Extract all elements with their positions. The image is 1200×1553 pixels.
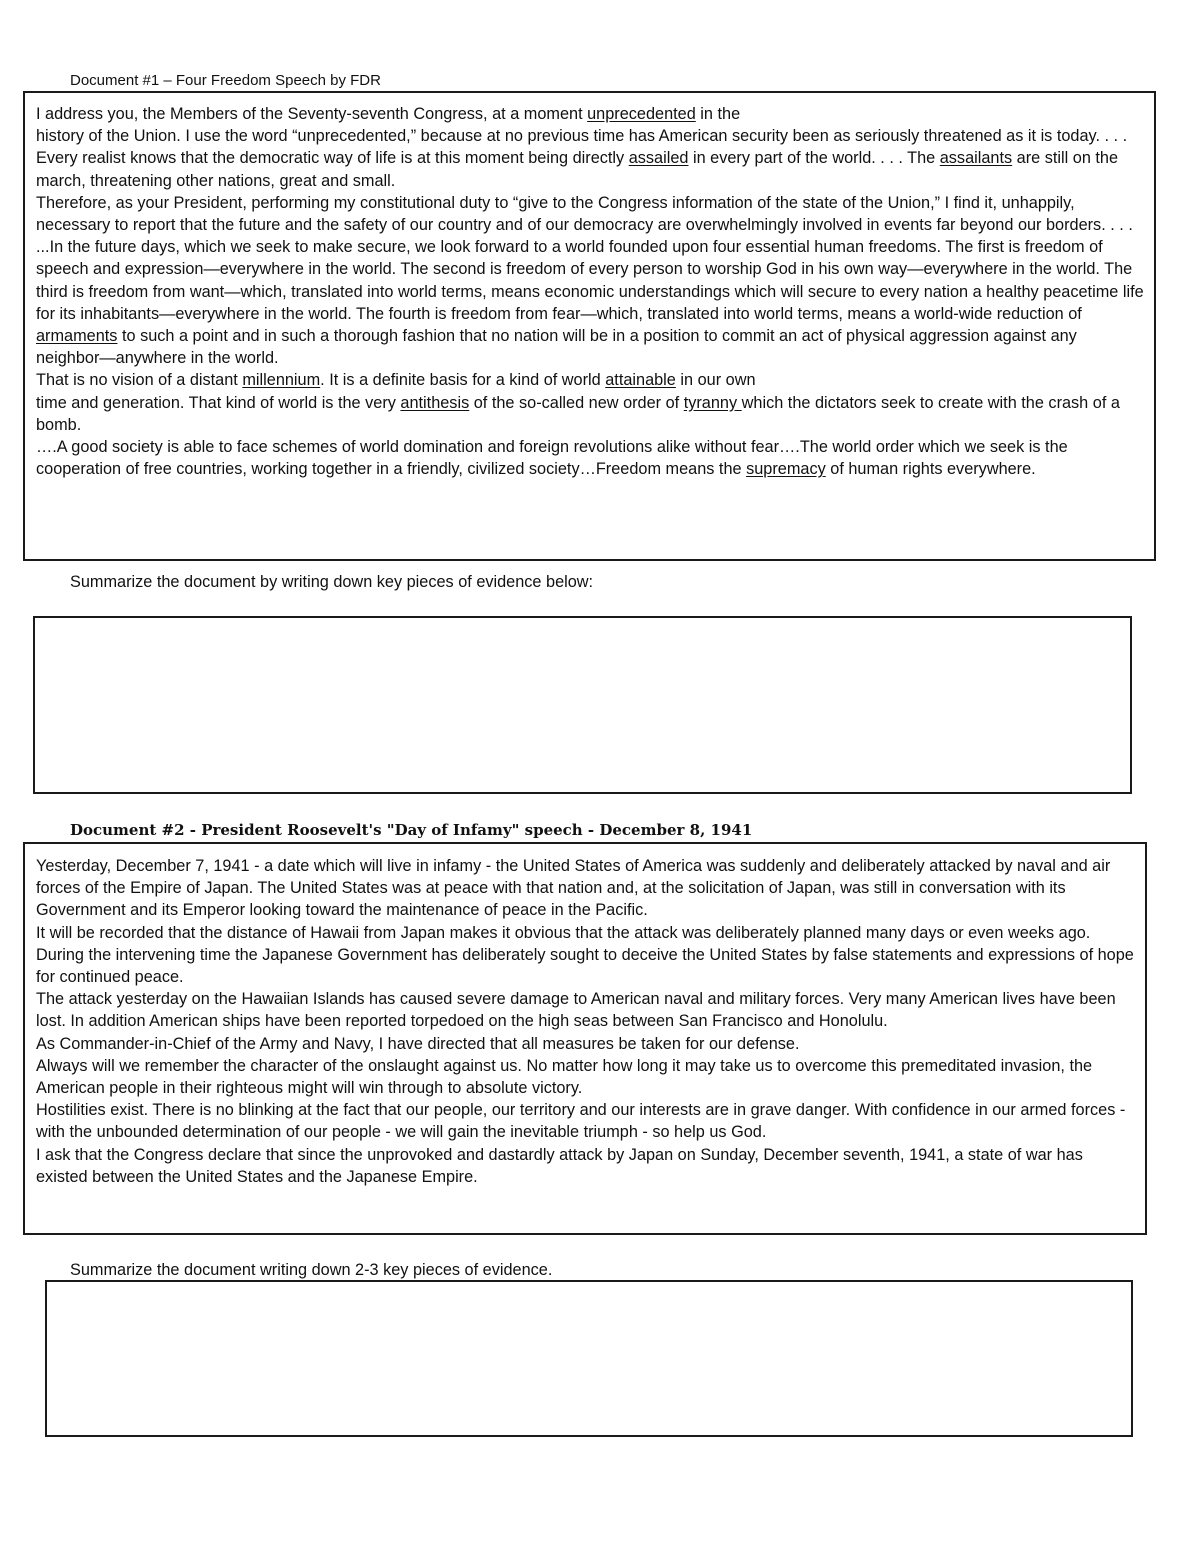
underlined-term: millennium [242,371,321,390]
text-run: in our own [675,371,756,390]
doc2-paragraph [36,1099,1135,1143]
doc2-summary-prompt: Summarize the document writing down 2-3 key pieces of evidence. [70,1261,553,1279]
text-run: history of the Union. I use the word “unprecedented,” because at no previous time has American security been as seriously threatened as it is today. . . . [36,127,1128,146]
text-run: I ask that the Congress declare that since the unprovoked and dastardly attack by Japan on Sunday, December seventh, 1941, a state of war has existed between the United States and the Japanese Empire. [36,1145,1083,1186]
underlined-term: antithesis [400,393,470,412]
text-run: The attack yesterday on the Hawaiian Islands has caused severe damage to American naval and military forces. Very many American lives have been lost. In addition American ships have been reported torpedoed on the high seas between San Francisco and Honolulu. [36,990,1116,1031]
doc2-paragraph [36,855,1135,922]
doc1-paragraph [36,103,1144,147]
doc2-paragraph [36,1033,1135,1055]
text-run: Yesterday, December 7, 1941 - a date which will live in infamy - the United States of America was suddenly and deliberately attacked by naval and air forces of the Empire of Japan. The United States was at peace with that nation and, at the solicitation of Japan, was still in conversation with its Government and its Emperor looking toward the maintenance of peace in the Pacific. [36,857,1111,920]
doc1-text-box [23,91,1156,561]
doc1-paragraph [36,236,1144,369]
doc1-answer-box[interactable] [33,616,1132,794]
text-run: in the [695,105,741,123]
doc1-paragraph [36,147,1144,191]
text-run: . It is a definite basis for a kind of world [320,371,606,390]
text-run: That is no vision of a distant [36,371,243,390]
doc1-paragraph [36,369,1144,436]
doc2-text-box [23,842,1147,1235]
text-run: which the dictators seek to create with the crash of a bomb. [36,393,1120,434]
text-run: are still on the march, threatening other nations, great and small. [36,149,1119,190]
underlined-term: armaments [36,327,118,346]
text-run: of human rights everywhere. [825,460,1036,479]
doc1-paragraph [36,436,1144,480]
doc2-paragraph [36,1055,1135,1099]
text-run: Every realist knows that the democratic way of life is at this moment being directly [36,149,629,168]
doc2-title: Document #2 - President Roosevelt's "Day of Infamy" speech - December 8, 1941 [70,821,753,839]
text-run: Therefore, as your President, performing my constitutional duty to “give to the Congress information of the state of the Union,” I find it, unhappily, necessary to report that the future and the safety of our country and of our democracy are overwhelmingly involved in events far beyond our borders. . . . [36,193,1133,235]
text-run: Hostilities exist. There is no blinking at the fact that our people, our territory and our interests are in grave danger. With confidence in our armed forces - with the unbounded determination of our people - we will gain the inevitable triumph - so help us God. [36,1101,1126,1142]
doc2-paragraph [36,922,1135,989]
underlined-term: assailants [939,149,1013,168]
text-run: I address you, the Members of the Seventy-seventh Congress, at a moment [36,105,588,123]
doc2-paragraph [36,1144,1135,1188]
doc1-paragraph [36,192,1144,236]
text-run: ….A good society is able to face schemes of world domination and foreign revolutions alike without fear….The world order which we seek is the cooperation of free countries, working together in a friendly, civilized society…Freedom means the [36,438,1068,479]
text-run: to such a point and in such a thorough fashion that no nation will be in a position to commit an act of physical aggression against any neighbor—anywhere in the world. [36,327,1077,368]
doc1-summary-prompt: Summarize the document by writing down key pieces of evidence below: [70,573,594,591]
doc2-paragraph [36,988,1135,1032]
underlined-term: unprecedented [587,105,696,123]
underlined-term: assailed [628,149,689,168]
doc1-title: Document #1 – Four Freedom Speech by FDR [70,72,381,89]
text-run: Always will we remember the character of the onslaught against us. No matter how long it may take us to overcome this premeditated invasion, the American people in their righteous might will win through to absolute victory. [36,1056,1093,1098]
text-run: ...In the future days, which we seek to make secure, we look forward to a world founded upon four essential human freedoms. The first is freedom of speech and expression—everywhere in the world. The second is freedom of every person to worship God in his own way—everywhere in the world. The third is freedom from want—which, translated into world terms, means economic understandings which will secure to every nation a healthy peacetime life for its inhabitants—everywhere in the world. The fourth is freedom from fear—which, translated into world terms, means a world-wide reduction of [36,238,1144,323]
text-run: It will be recorded that the distance of Hawaii from Japan makes it obvious that the attack was deliberately planned many days or even weeks ago. During the intervening time the Japanese Government has deliberately sought to deceive the United States by false statements and expressions of hope for continued peace. [36,923,1134,987]
underlined-term: tyranny [683,393,742,412]
doc2-answer-box[interactable] [45,1280,1133,1437]
underlined-term: supremacy [746,460,826,479]
underlined-term: attainable [605,371,676,390]
text-run: in every part of the world. . . . The [688,149,940,168]
text-run: As Commander-in-Chief of the Army and Navy, I have directed that all measures be taken for our defense. [36,1034,800,1053]
text-run: time and generation. That kind of world is the very [36,393,401,412]
text-run: of the so-called new order of [469,393,684,412]
